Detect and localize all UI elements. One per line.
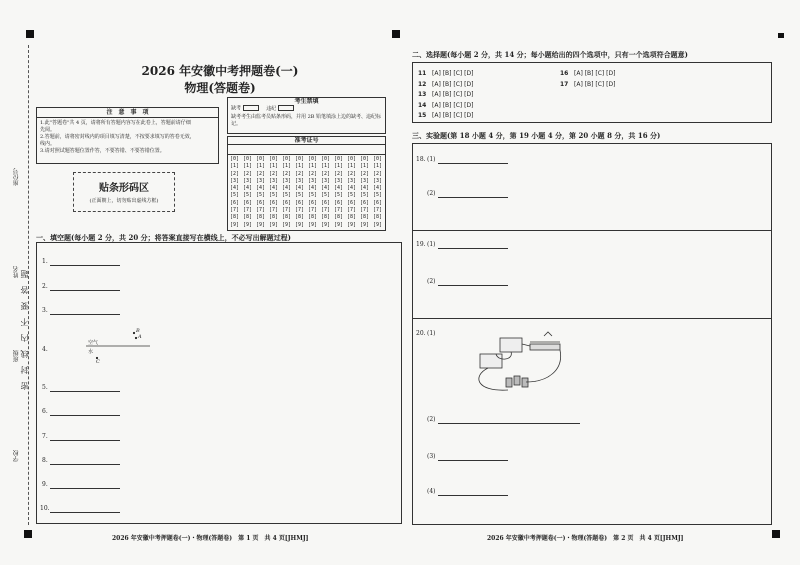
exam-number-digit[interactable]: [5]: [256, 192, 266, 199]
exam-number-digit[interactable]: [8]: [321, 214, 331, 221]
q1-answer-line[interactable]: [50, 258, 120, 266]
q10-number: 10.: [40, 505, 50, 512]
exam-number-digit[interactable]: [5]: [230, 192, 240, 199]
exam-number-digit[interactable]: [2]: [360, 170, 370, 177]
mcq-row[interactable]: [418, 102, 473, 109]
exam-number-digit[interactable]: [9]: [373, 221, 383, 228]
exam-number-digit[interactable]: [2]: [321, 170, 331, 177]
exam-number-digit[interactable]: [2]: [308, 170, 318, 177]
exam-number-column[interactable]: [243, 156, 252, 229]
exam-number-digit[interactable]: [7]: [360, 207, 370, 214]
mcq-row[interactable]: [560, 70, 615, 77]
exam-number-digit[interactable]: [7]: [243, 207, 253, 214]
q3-answer-line[interactable]: [50, 307, 120, 315]
exam-number-digit[interactable]: [1]: [269, 163, 279, 170]
q20-part4-line[interactable]: [438, 488, 508, 496]
mcq-number: 11: [418, 70, 427, 77]
water-label: 水: [88, 349, 94, 355]
section3-heading: 三、实验题(第 18 小题 4 分，第 19 小题 4 分，第 20 小题 8 分，共 16 分): [412, 131, 661, 140]
exam-number-digit[interactable]: [2]: [243, 170, 253, 177]
exam-number-digit[interactable]: [2]: [269, 170, 279, 177]
exam-number-digit[interactable]: [5]: [269, 192, 279, 199]
seal-warning: 密 封 线 内 不 要 答 题: [20, 270, 29, 390]
exam-number-digit[interactable]: [8]: [243, 214, 253, 221]
page-title: 2026 年安徽中考押题卷(一): [141, 64, 299, 78]
notice-box: [36, 107, 219, 164]
exam-number-digit[interactable]: [4]: [295, 185, 305, 192]
mcq-number: 12: [418, 80, 427, 88]
corner-mark-bottom-right: [772, 530, 780, 538]
exam-number-digit[interactable]: [5]: [360, 192, 370, 199]
exam-number-column[interactable]: [269, 156, 278, 229]
section3-divider-2: [412, 318, 772, 319]
q1-number: 1.: [42, 258, 48, 265]
exam-number-digit[interactable]: [0]: [282, 156, 292, 162]
exam-number-digit[interactable]: [1]: [256, 163, 266, 170]
exam-number-column[interactable]: [295, 156, 304, 229]
exam-number-digit[interactable]: [5]: [295, 192, 305, 199]
exam-number-digit[interactable]: [1]: [295, 163, 305, 170]
q5-answer-line[interactable]: [50, 384, 120, 392]
exam-number-digit[interactable]: [0]: [373, 156, 383, 162]
mcq-options[interactable]: [A] [B] [C] [D]: [432, 91, 474, 98]
exam-number-digit[interactable]: [0]: [295, 156, 305, 162]
exam-number-digit[interactable]: [8]: [308, 214, 318, 221]
exam-status-note: 缺考考生由监考员贴条形码，并用 2B 铅笔填涂上边的缺考、违纪标记。: [231, 113, 382, 127]
exam-number-digit[interactable]: [2]: [282, 170, 292, 177]
exam-number-digit[interactable]: [7]: [269, 207, 279, 214]
exam-number-digit[interactable]: [9]: [269, 221, 279, 228]
cheat-checkbox[interactable]: [278, 105, 294, 111]
exam-number-digit[interactable]: [3]: [360, 177, 370, 184]
exam-number-digit[interactable]: [3]: [373, 177, 383, 184]
barcode-note: (正面朝上，切勿贴出虚线方框): [89, 198, 159, 204]
q18-part2-line[interactable]: [438, 190, 508, 198]
exam-number-digit[interactable]: [4]: [230, 185, 240, 192]
q20-part1: (1): [427, 330, 436, 337]
exam-number-digit[interactable]: [9]: [243, 221, 253, 228]
q19-part2: (2): [427, 278, 436, 285]
battery-3: [522, 378, 528, 387]
exam-number-digit[interactable]: [6]: [373, 199, 383, 206]
q19-part1: (1): [427, 241, 436, 248]
seat-label: 座位号: [13, 168, 20, 186]
mcq-options[interactable]: [A] [B] [C] [D]: [574, 70, 616, 77]
exam-number-digit[interactable]: [6]: [334, 199, 344, 206]
exam-number-digit[interactable]: [6]: [230, 199, 240, 206]
mcq-number: 16: [560, 70, 569, 77]
exam-number-digit[interactable]: [6]: [308, 199, 318, 206]
q5-number: 5.: [42, 384, 48, 391]
exam-number-digit[interactable]: [3]: [295, 177, 305, 184]
q7-number: 7.: [42, 433, 48, 440]
exam-number-digit[interactable]: [5]: [334, 192, 344, 199]
exam-number-digit[interactable]: [7]: [321, 207, 331, 214]
exam-number-digit[interactable]: [5]: [282, 192, 292, 199]
exam-number-digit[interactable]: [6]: [360, 199, 370, 206]
notice-item: 先阅。: [40, 127, 56, 133]
exam-number-digit[interactable]: [3]: [230, 177, 240, 184]
missing-label: 缺考: [231, 105, 242, 112]
exam-number-digit[interactable]: [0]: [347, 156, 357, 162]
exam-number-digit[interactable]: [1]: [243, 163, 253, 170]
q19-part1-line[interactable]: [438, 241, 508, 249]
notice-item: 1.此"答题卷"共 4 页，请将所有答题内容写在此卷上，答题前请仔细: [40, 120, 191, 126]
mcq-number: 17: [560, 80, 569, 88]
exam-number-digit[interactable]: [9]: [282, 221, 292, 228]
exam-number-digit[interactable]: [4]: [269, 185, 279, 192]
exam-number-digit[interactable]: [7]: [373, 207, 383, 214]
exam-number-digit[interactable]: [3]: [334, 177, 344, 184]
point-b: [133, 332, 135, 334]
mcq-number: 14: [418, 101, 427, 109]
exam-number-digit[interactable]: [3]: [282, 177, 292, 184]
exam-number-digit[interactable]: [6]: [243, 199, 253, 206]
exam-number-digit[interactable]: [7]: [334, 207, 344, 214]
exam-number-digit[interactable]: [2]: [295, 170, 305, 177]
meter-1: [500, 338, 522, 352]
exam-number-digit[interactable]: [2]: [334, 170, 344, 177]
battery-2: [514, 376, 520, 385]
exam-number-digit[interactable]: [8]: [360, 214, 370, 221]
exam-number-digit[interactable]: [7]: [347, 207, 357, 214]
exam-number-digit[interactable]: [3]: [256, 177, 266, 184]
exam-number-digit[interactable]: [3]: [347, 177, 357, 184]
exam-number-column[interactable]: [334, 156, 343, 229]
missing-checkbox[interactable]: [243, 105, 259, 111]
q20-part3: (3): [427, 453, 436, 460]
exam-number-digit[interactable]: [5]: [308, 192, 318, 199]
exam-number-digit[interactable]: [9]: [334, 221, 344, 228]
exam-number-digit[interactable]: [7]: [282, 207, 292, 214]
exam-number-digit[interactable]: [8]: [282, 214, 292, 221]
exam-number-digit[interactable]: [4]: [308, 185, 318, 192]
exam-number-digit[interactable]: [0]: [360, 156, 370, 162]
q8-number: 8.: [42, 457, 48, 464]
exam-number-column[interactable]: [321, 156, 330, 229]
exam-number-digit[interactable]: [9]: [321, 221, 331, 228]
exam-number-column[interactable]: [360, 156, 369, 229]
exam-number-digit[interactable]: [3]: [321, 177, 331, 184]
exam-number-digit[interactable]: [8]: [230, 214, 240, 221]
exam-number-digit[interactable]: [9]: [308, 221, 318, 228]
rheostat: [530, 344, 560, 350]
exam-number-digit[interactable]: [4]: [256, 185, 266, 192]
q6-answer-line[interactable]: [50, 408, 120, 416]
q9-number: 9.: [42, 481, 48, 488]
exam-number-digit[interactable]: [8]: [295, 214, 305, 221]
exam-number-digit[interactable]: [3]: [308, 177, 318, 184]
corner-mark-top-mid: [392, 30, 400, 38]
exam-number-digit[interactable]: [0]: [334, 156, 344, 162]
exam-number-digit[interactable]: [4]: [282, 185, 292, 192]
exam-number-digit[interactable]: [7]: [230, 207, 240, 214]
mcq-row[interactable]: [418, 112, 473, 119]
exam-number-digit[interactable]: [1]: [230, 163, 240, 170]
barcode-area: [73, 172, 175, 212]
mcq-number: 13: [418, 91, 427, 98]
exam-number-digit[interactable]: [6]: [295, 199, 305, 206]
exam-number-digit[interactable]: [0]: [243, 156, 253, 162]
page-subtitle: 物理(答题卷): [184, 81, 256, 95]
q18-part1: (1): [427, 156, 436, 163]
exam-number-digit[interactable]: [5]: [243, 192, 253, 199]
b-label: B: [136, 328, 140, 334]
corner-mark-top-left: [26, 30, 34, 38]
school-label: 学校: [13, 450, 20, 462]
exam-number-digit[interactable]: [6]: [321, 199, 331, 206]
exam-number-digit[interactable]: [9]: [347, 221, 357, 228]
exam-number-digit[interactable]: [3]: [243, 177, 253, 184]
exam-number-digit[interactable]: [6]: [347, 199, 357, 206]
exam-number-digit[interactable]: [4]: [347, 185, 357, 192]
exam-number-digit[interactable]: [9]: [360, 221, 370, 228]
exam-number-digit[interactable]: [2]: [230, 170, 240, 177]
exam-number-digit[interactable]: [2]: [347, 170, 357, 177]
exam-number-digit[interactable]: [9]: [230, 221, 240, 228]
q6-number: 6.: [42, 408, 48, 415]
meter-2: [480, 354, 502, 368]
mcq-row[interactable]: [418, 81, 473, 88]
exam-number-digit[interactable]: [0]: [308, 156, 318, 162]
exam-number-digit[interactable]: [0]: [230, 156, 240, 162]
q3-number: 3.: [42, 307, 48, 314]
exam-number-digit[interactable]: [8]: [373, 214, 383, 221]
exam-number-column[interactable]: [230, 156, 239, 229]
exam-number-digit[interactable]: [4]: [373, 185, 383, 192]
exam-number-digit[interactable]: [0]: [321, 156, 331, 162]
circuit-diagram: [468, 330, 578, 398]
q20-number: 20.: [416, 330, 426, 337]
exam-number-digit[interactable]: [0]: [256, 156, 266, 162]
refraction-diagram: [82, 326, 152, 368]
q20-part3-line[interactable]: [438, 453, 508, 461]
exam-number-digit[interactable]: [7]: [256, 207, 266, 214]
exam-number-digit[interactable]: [8]: [347, 214, 357, 221]
q4-number: 4.: [42, 346, 48, 353]
mcq-options[interactable]: [A] [B] [C] [D]: [574, 80, 616, 88]
exam-number-column[interactable]: [347, 156, 356, 229]
exam-number-digit[interactable]: [1]: [347, 163, 357, 170]
q20-part2-line[interactable]: [438, 416, 580, 424]
exam-status-heading: 考生禁填: [294, 98, 319, 105]
section3-divider-1: [412, 230, 772, 231]
exam-number-digit[interactable]: [7]: [308, 207, 318, 214]
corner-mark-bottom-left: [24, 530, 32, 538]
class-label: 班级: [13, 350, 20, 362]
section1-heading: 一、填空题(每小题 2 分，共 20 分；将答案直接写在横线上，不必写出解题过程): [36, 233, 291, 242]
exam-number-digit[interactable]: [0]: [269, 156, 279, 162]
exam-number-digit[interactable]: [7]: [295, 207, 305, 214]
q10-answer-line[interactable]: [50, 505, 120, 513]
notice-item: 线内。: [40, 141, 56, 147]
q2-answer-line[interactable]: [50, 283, 120, 291]
mcq-options[interactable]: [A] [B] [C] [D]: [432, 101, 474, 109]
exam-number-digit[interactable]: [8]: [334, 214, 344, 221]
notice-heading: 注 意 事 项: [37, 108, 218, 118]
a-label: A: [138, 334, 142, 340]
exam-number-digit[interactable]: [5]: [321, 192, 331, 199]
section3-box: [412, 143, 772, 525]
exam-number-heading: 准考证号: [228, 137, 385, 145]
footer-right: 2026 年安徽中考押题卷(一)・物理(答题卷) 第 2 页 共 4 页[JHMJ]: [487, 535, 684, 542]
exam-number-digit[interactable]: [1]: [321, 163, 331, 170]
corner-mark-top-right: [778, 33, 784, 38]
exam-number-digit[interactable]: [1]: [308, 163, 318, 170]
q20-part4: (4): [427, 488, 436, 495]
exam-number-digit[interactable]: [2]: [256, 170, 266, 177]
q2-number: 2.: [42, 283, 48, 290]
q8-answer-line[interactable]: [50, 457, 120, 465]
exam-number-digit[interactable]: [1]: [360, 163, 370, 170]
exam-number-digit[interactable]: [4]: [334, 185, 344, 192]
q18-part1-line[interactable]: [438, 156, 508, 164]
exam-number-digit[interactable]: [4]: [360, 185, 370, 192]
exam-number-digit[interactable]: [6]: [256, 199, 266, 206]
mcq-row[interactable]: [560, 81, 615, 88]
exam-number-digit[interactable]: [5]: [373, 192, 383, 199]
notice-item: 2.答题前，请将密封线内的项目填写清楚，不按要求填写的答卷无效，: [40, 134, 195, 140]
exam-number-column[interactable]: [256, 156, 265, 229]
exam-number-digit[interactable]: [1]: [373, 163, 383, 170]
notice-item: 3.请对照试题答题位置作答，不要答错、不要答错位置。: [40, 148, 165, 154]
exam-number-column[interactable]: [308, 156, 317, 229]
exam-status-box: [227, 97, 386, 134]
mcq-options[interactable]: [A] [B] [C] [D]: [432, 112, 474, 119]
exam-number-digit[interactable]: [4]: [321, 185, 331, 192]
battery-1: [506, 378, 512, 387]
exam-number-digit[interactable]: [9]: [295, 221, 305, 228]
section2-heading: 二、选择题(每小题 2 分，共 14 分；每小题给出的四个选项中，只有一个选项符合题意): [412, 50, 688, 59]
exam-number-digit[interactable]: [2]: [373, 170, 383, 177]
cheat-label: 违纪: [266, 105, 277, 112]
mcq-number: 15: [418, 112, 427, 119]
mcq-row[interactable]: [418, 91, 473, 98]
exam-number-digit[interactable]: [9]: [256, 221, 266, 228]
q7-answer-line[interactable]: [50, 433, 120, 441]
mcq-row[interactable]: [418, 70, 473, 77]
barcode-title: 贴条形码区: [99, 183, 149, 194]
exam-number-digit[interactable]: [8]: [269, 214, 279, 221]
exam-number-digit[interactable]: [3]: [269, 177, 279, 184]
air-label: 空气: [88, 340, 99, 346]
q18-number: 18.: [416, 156, 426, 163]
exam-number-digit[interactable]: [8]: [256, 214, 266, 221]
exam-number-column[interactable]: [282, 156, 291, 229]
q18-part2: (2): [427, 190, 436, 197]
mcq-options[interactable]: [A] [B] [C] [D]: [432, 80, 474, 88]
mcq-options[interactable]: [A] [B] [C] [D]: [432, 70, 474, 77]
q19-part2-line[interactable]: [438, 278, 508, 286]
footer-left: 2026 年安徽中考押题卷(一)・物理(答题卷) 第 1 页 共 4 页[JHMJ]: [112, 535, 309, 542]
exam-number-column[interactable]: [373, 156, 382, 229]
c-label: C: [96, 359, 100, 365]
exam-number-blank-row: [228, 145, 385, 155]
exam-number-digit[interactable]: [6]: [282, 199, 292, 206]
exam-number-digit[interactable]: [6]: [269, 199, 279, 206]
q20-part2: (2): [427, 416, 436, 423]
exam-number-digit[interactable]: [4]: [243, 185, 253, 192]
point-a: [135, 337, 137, 339]
q9-answer-line[interactable]: [50, 481, 120, 489]
exam-number-digit[interactable]: [5]: [347, 192, 357, 199]
q19-number: 19.: [416, 241, 426, 248]
exam-number-digit[interactable]: [1]: [282, 163, 292, 170]
exam-number-digit[interactable]: [1]: [334, 163, 344, 170]
name-label: 姓名: [13, 266, 20, 278]
